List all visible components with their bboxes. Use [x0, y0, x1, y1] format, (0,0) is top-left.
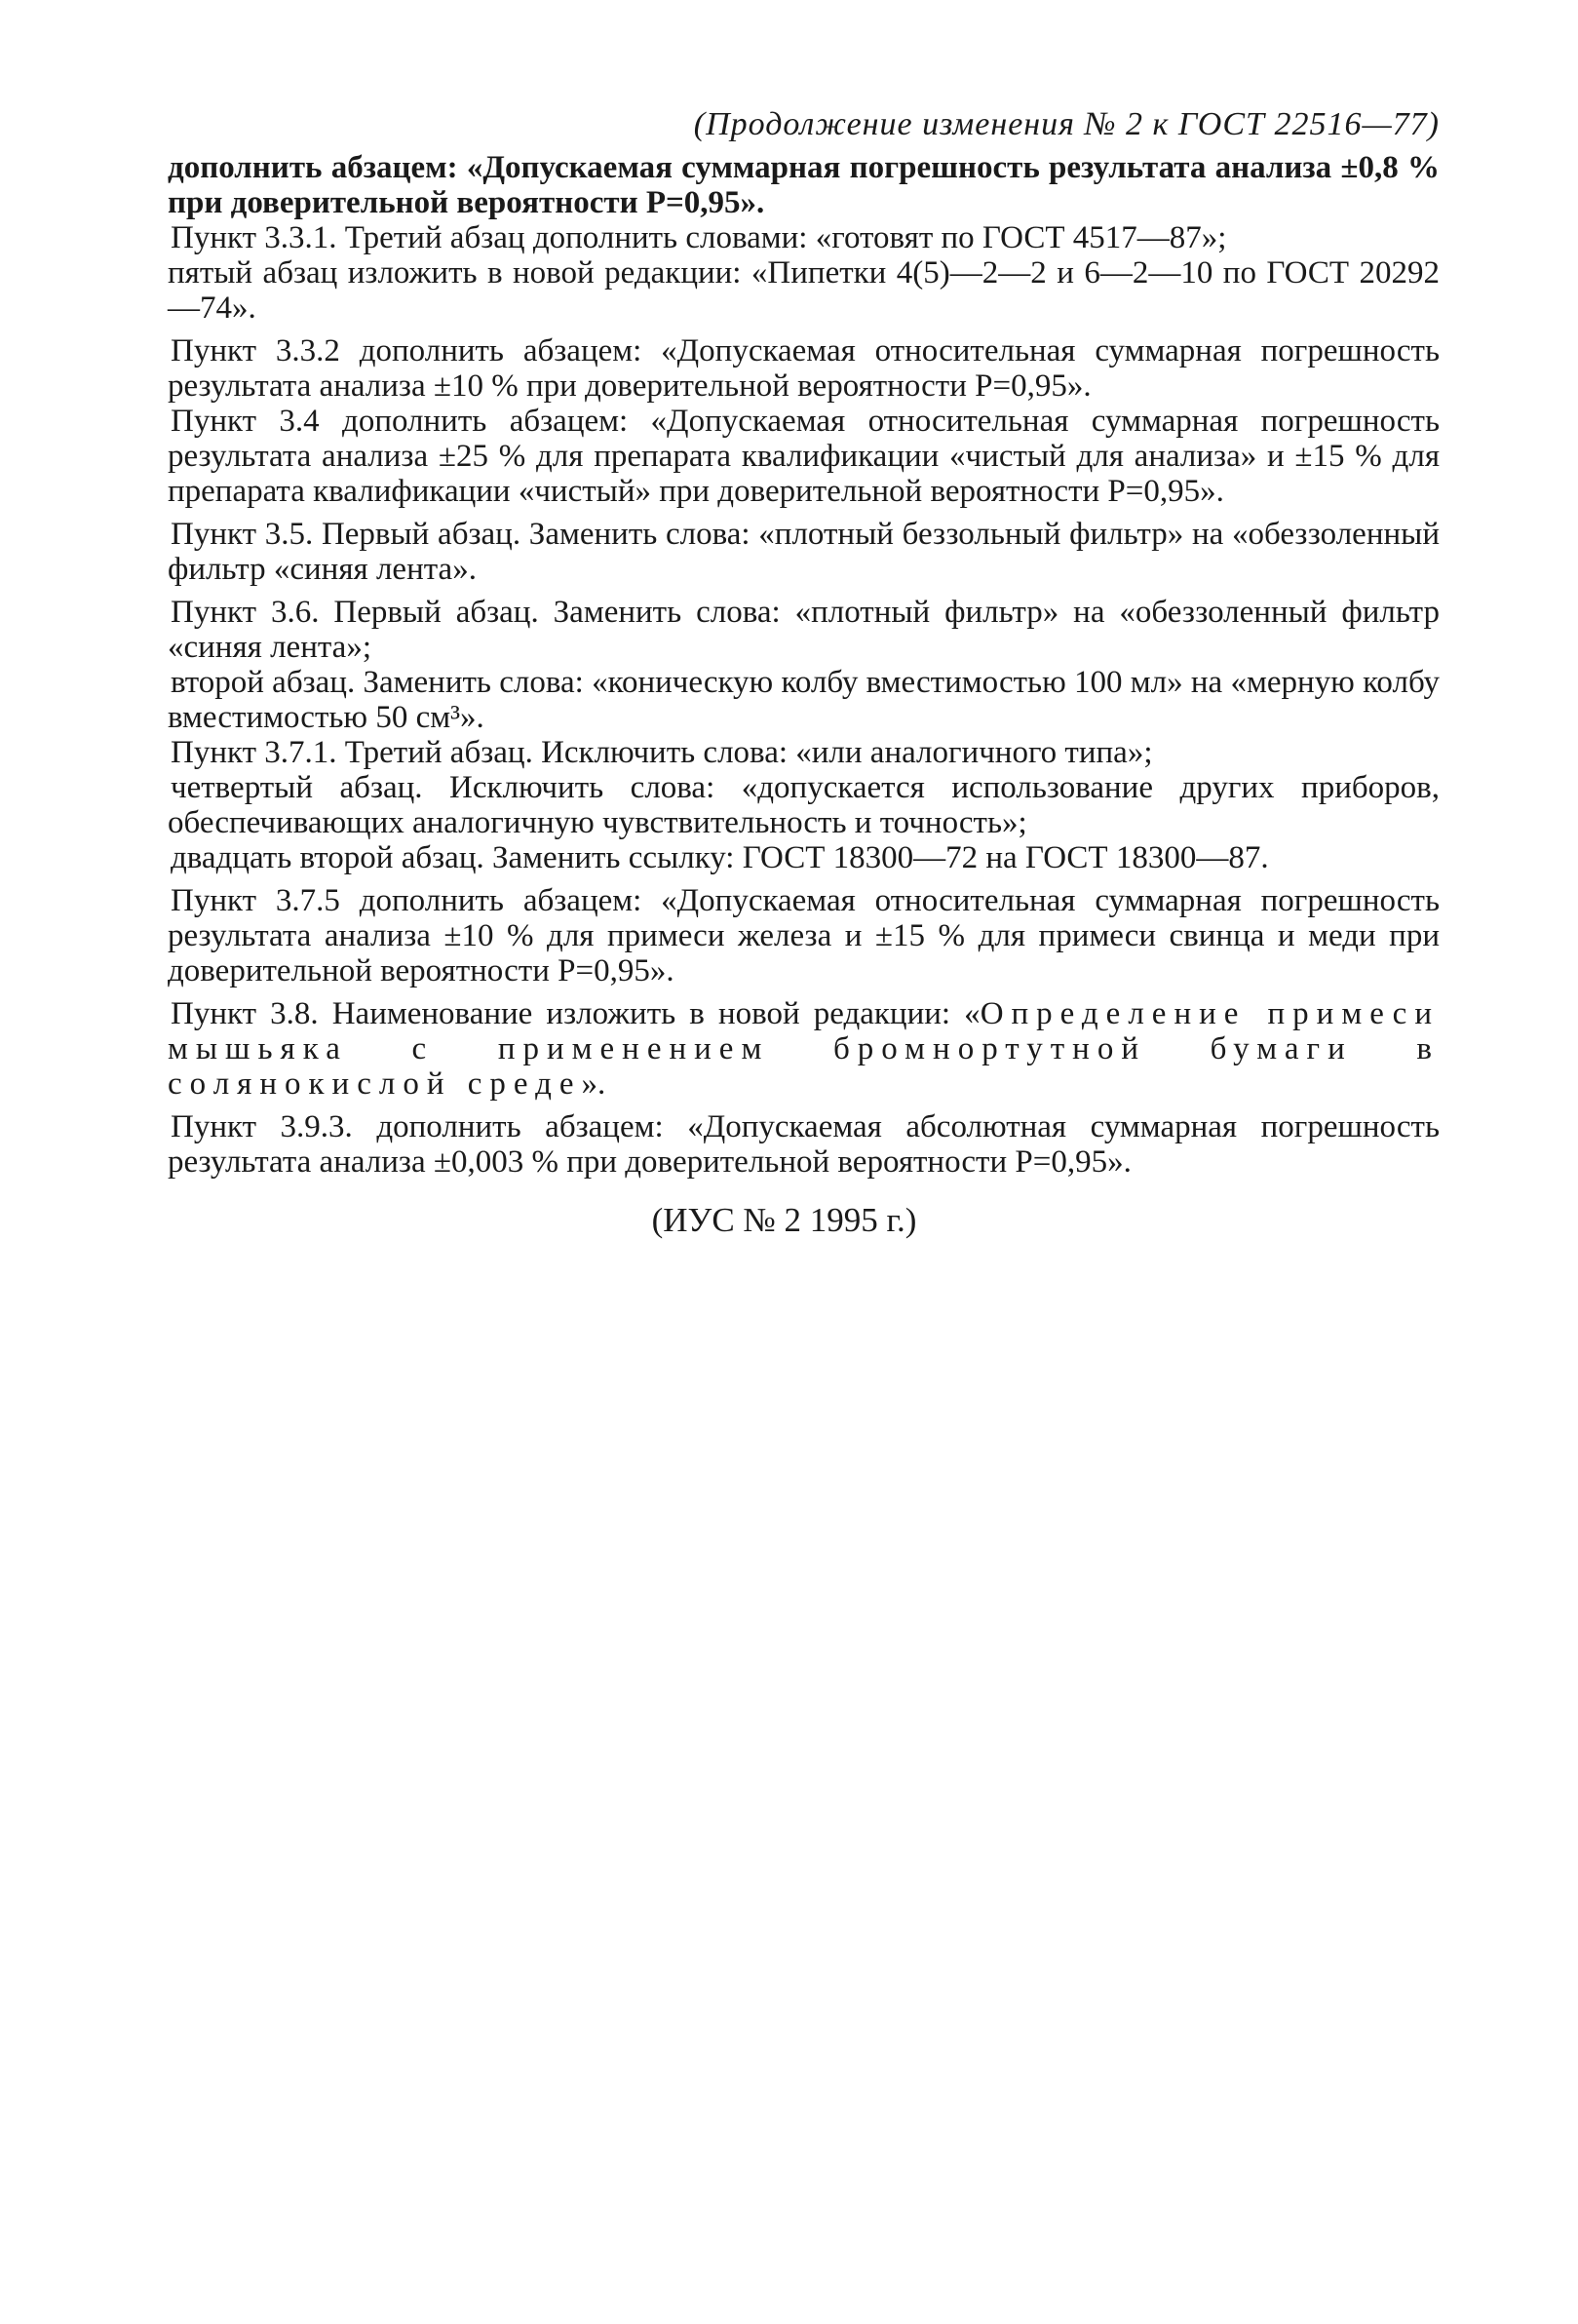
paragraph-item-3-7-5: Пункт 3.7.5 дополнить абзацем: «Допускаемая относительная суммарная погрешность результата анализа ±10 % для примеси железа и ±15 % для примеси свинца и меди при доверительной вероятности P=0,95». [168, 883, 1440, 988]
paragraph-item-3-4: Пункт 3.4 дополнить абзацем: «Допускаемая относительная суммарная погрешность результата анализа ±25 % для препарата квалификации «чистый для анализа» и ±15 % для препарата квалификации «чистый» при доверительной вероятности P=0,95». [168, 404, 1440, 509]
paragraph-item-3-9-3: Пункт 3.9.3. дополнить абзацем: «Допускаемая абсолютная суммарная погрешность результата анализа ±0,003 % при доверительной вероятности P=0,95». [168, 1109, 1440, 1180]
item-3-8-lead: Пункт 3.8. Наименование изложить в новой редакции: « [171, 996, 981, 1031]
item-3-8-close: ». [581, 1066, 606, 1102]
document-page [168, 105, 1440, 1240]
paragraph-item-3-3-1: Пункт 3.3.1. Третий абзац дополнить словами: «готовят по ГОСТ 4517—87»; [171, 220, 1227, 255]
paragraph-fifth-abzac-pipettes: пятый абзац изложить в новой редакции: «Пипетки 4(5)—2—2 и 6—2—10 по ГОСТ 20292—74». [168, 255, 1440, 326]
paragraph-second-abzac-flask: второй абзац. Заменить слова: «коническую колбу вместимостью 100 мл» на «мерную колбу вместимостью 50 см³». [168, 665, 1440, 735]
continuation-header: (Продолжение изменения № 2 к ГОСТ 22516—77) [693, 106, 1440, 142]
paragraph-item-3-5: Пункт 3.5. Первый абзац. Заменить слова: «плотный беззольный фильтр» на «обеззоленный фильтр «синяя лента». [168, 517, 1440, 587]
paragraph-item-3-3-2: Пункт 3.3.2 дополнить абзацем: «Допускаемая относительная суммарная погрешность результата анализа ±10 % при доверительной вероятности P=0,95». [168, 333, 1440, 404]
paragraph-tolerance-08: дополнить абзацем: «Допускаемая суммарная погрешность результата анализа ±0,8 % при доверительной вероятности P=0,95». [168, 150, 1440, 220]
paragraph-item-3-6: Пункт 3.6. Первый абзац. Заменить слова: «плотный фильтр» на «обеззоленный фильтр «синяя лента»; [168, 595, 1440, 665]
paragraph-item-3-7-1: Пункт 3.7.1. Третий абзац. Исключить слова: «или аналогичного типа»; [171, 735, 1153, 770]
paragraph-fourth-abzac: четвертый абзац. Исключить слова: «допускается использование других приборов, обеспечивающих аналогичную чувствительность и точность»; [168, 770, 1440, 840]
amendment-body [168, 150, 1440, 1180]
ius-reference: (ИУС № 2 1995 г.) [651, 1201, 917, 1239]
paragraph-twenty-second-abzac: двадцать второй абзац. Заменить ссылку: ГОСТ 18300—72 на ГОСТ 18300—87. [171, 840, 1269, 875]
paragraph-item-3-8 [168, 996, 1440, 1102]
item-3-8-spaced-title: Определение примеси мышьяка с применением бромнортутной бумаги в солянокислой среде [168, 996, 1440, 1102]
